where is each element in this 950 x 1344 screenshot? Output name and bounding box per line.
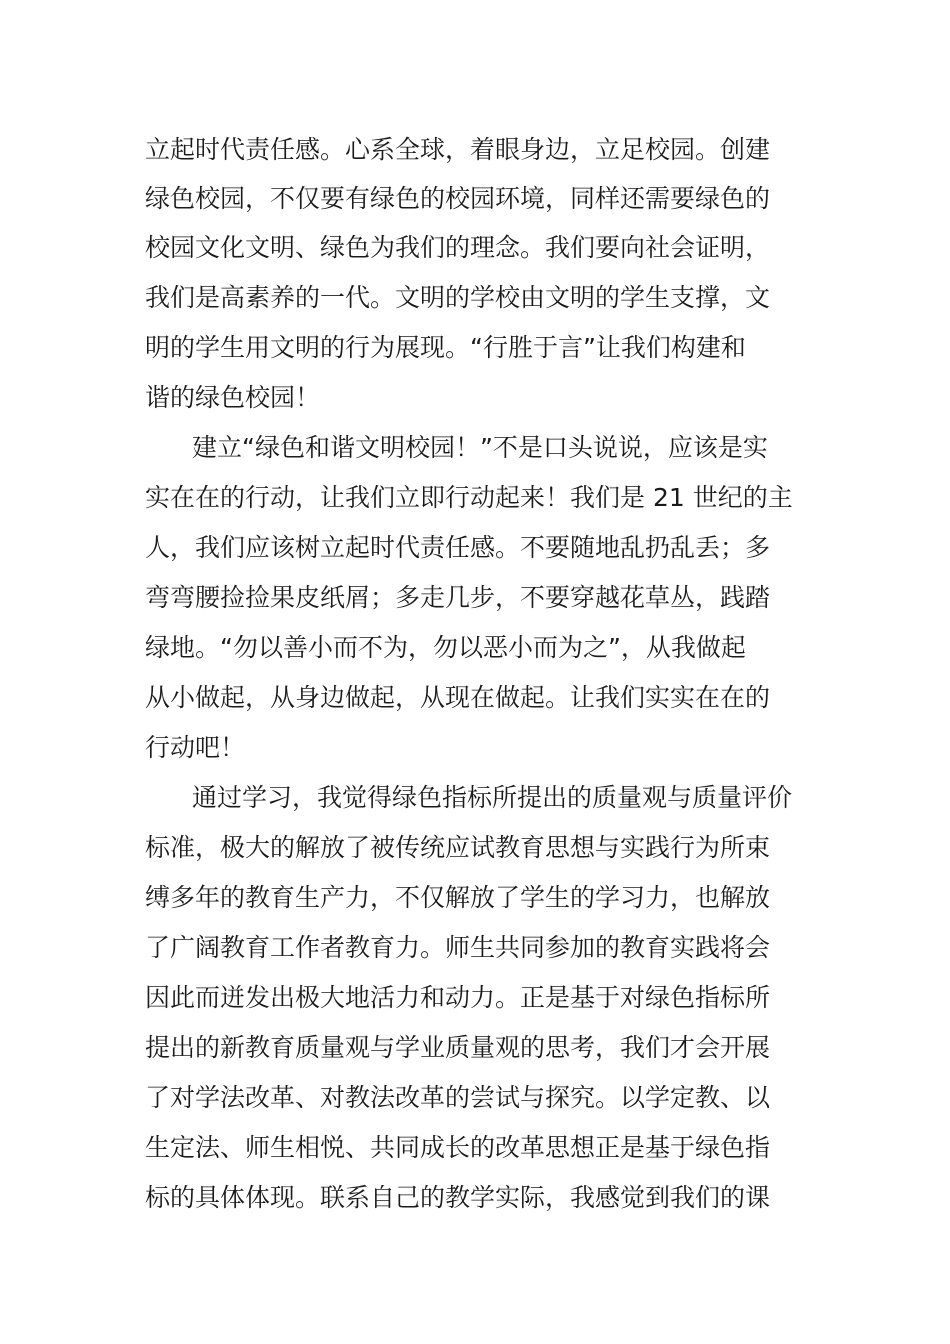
paragraph-2-line-1: 建立“绿色和谐文明校园！”不是口头说说，应该是实 xyxy=(192,433,768,462)
paragraph-2-line-2: 实在在的行动，让我们立即行动起来！我们是 21 世纪的主 xyxy=(145,483,793,512)
paragraph-1-line-3: 校园文化文明、绿色为我们的理念。我们要向社会证明， xyxy=(145,233,771,262)
paragraph-1-line-6: 谐的绿色校园！ xyxy=(145,383,321,412)
paragraph-2-line-6: 从小做起，从身边做起，从现在做起。让我们实实在在的 xyxy=(145,683,771,712)
paragraph-1-line-1: 立起时代责任感。心系全球，着眼身边，立足校园。创建 xyxy=(145,135,771,164)
paragraph-3-line-1: 通过学习，我觉得绿色指标所提出的质量观与质量评价 xyxy=(192,783,793,812)
paragraph-3-line-8: 生定法、师生相悦、共同成长的改革思想正是基于绿色指 xyxy=(145,1133,771,1162)
paragraph-3-line-4: 了广阔教育工作者教育力。师生共同参加的教育实践将会 xyxy=(145,933,771,962)
paragraph-2-line-3: 人，我们应该树立起时代责任感。不要随地乱扔乱丢；多 xyxy=(145,533,771,562)
paragraph-3-line-2: 标准，极大的解放了被传统应试教育思想与实践行为所束 xyxy=(145,833,771,862)
paragraph-2-line-5: 绿地。“勿以善小而不为，勿以恶小而为之”，从我做起 xyxy=(145,633,746,662)
paragraph-3-line-5: 因此而迸发出极大地活力和动力。正是基于对绿色指标所 xyxy=(145,983,771,1012)
paragraph-3-line-3: 缚多年的教育生产力，不仅解放了学生的学习力，也解放 xyxy=(145,883,771,912)
paragraph-3-line-6: 提出的新教育质量观与学业质量观的思考，我们才会开展 xyxy=(145,1033,771,1062)
paragraph-1-line-5: 明的学生用文明的行为展现。“行胜于言”让我们构建和 xyxy=(145,333,746,362)
paragraph-3-line-7: 了对学法改革、对教法改革的尝试与探究。以学定教、以 xyxy=(145,1083,771,1112)
paragraph-2-line-7: 行动吧！ xyxy=(145,733,246,762)
paragraph-3-line-9: 标的具体体现。联系自己的教学实际，我感觉到我们的课 xyxy=(145,1183,771,1212)
paragraph-2-line-4: 弯弯腰捡捡果皮纸屑；多走几步，不要穿越花草丛，践踏 xyxy=(145,583,771,612)
paragraph-1-line-2: 绿色校园，不仅要有绿色的校园环境，同样还需要绿色的 xyxy=(145,184,771,213)
paragraph-1-line-4: 我们是高素养的一代。文明的学校由文明的学生支撑，文 xyxy=(145,283,771,312)
